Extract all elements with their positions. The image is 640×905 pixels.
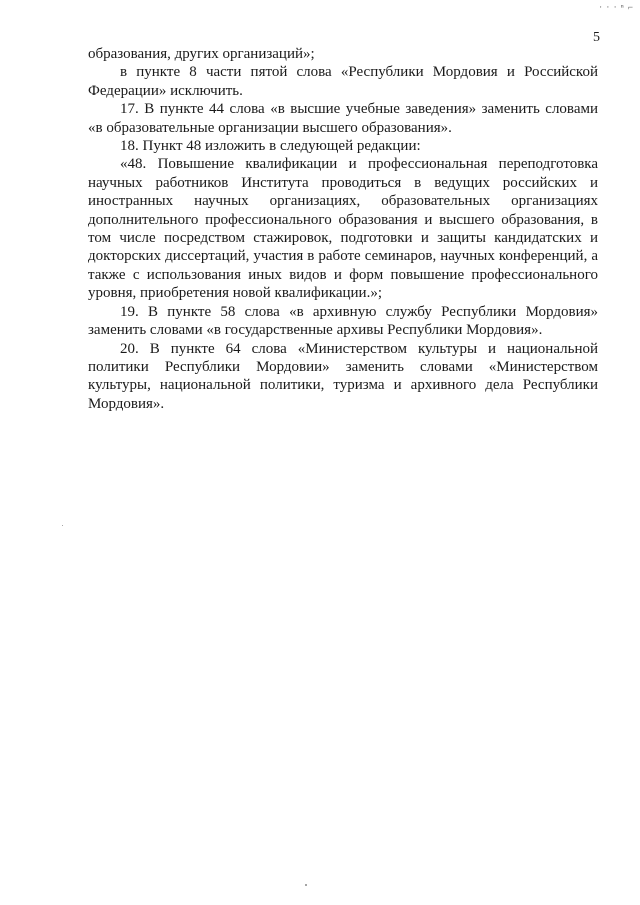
paragraph-item-19: 19. В пункте 58 слова «в архивную службу Республики Мордовия» заменить словами «в государственные архивы Республики Мордовия». [88,303,598,339]
paragraph-item-16-cont: в пункте 8 части пятой слова «Республики Мордовия и Российской Федерации» исключить. [88,64,598,99]
paragraph-continuation: образования, других организаций»; [88,46,315,62]
paragraph-item-48-text: «48. Повышение квалификации и профессиональная переподготовка научных работников Института проводиться в ведущих российских и иностранных научных организациях, образовательных организациях дополнительного профессионального образования и высшего образования, в том числе посредством стажировок, подготовки и защиты кандидатских и докторских диссертаций, участия в работе семинаров, научных конференций, а также с использования иных видов и форм повышение профессионального уровня, приобретения новой квалификации.»; [88,156,598,302]
paragraph-item-20: 20. В пункте 64 слова «Министерством культуры и национальной политики Республики Мордовии» заменить словами «Министерством культуры, национальной политики, туризма и архивного дела Республики Мордовия». [88,340,598,412]
scan-speck [305,884,307,886]
page-number: 5 [593,30,600,45]
paragraph-item-17: 17. В пункте 44 слова «в высшие учебные заведения» заменить словами «в образовательные организации высшего образования». [88,101,598,136]
document-body [88,45,598,413]
paragraph-item-18: 18. Пункт 48 изложить в следующей редакции: [120,138,421,155]
scan-artifact-mark: · · · ⁿ ⌐ [599,2,634,12]
scan-speck [62,525,63,526]
